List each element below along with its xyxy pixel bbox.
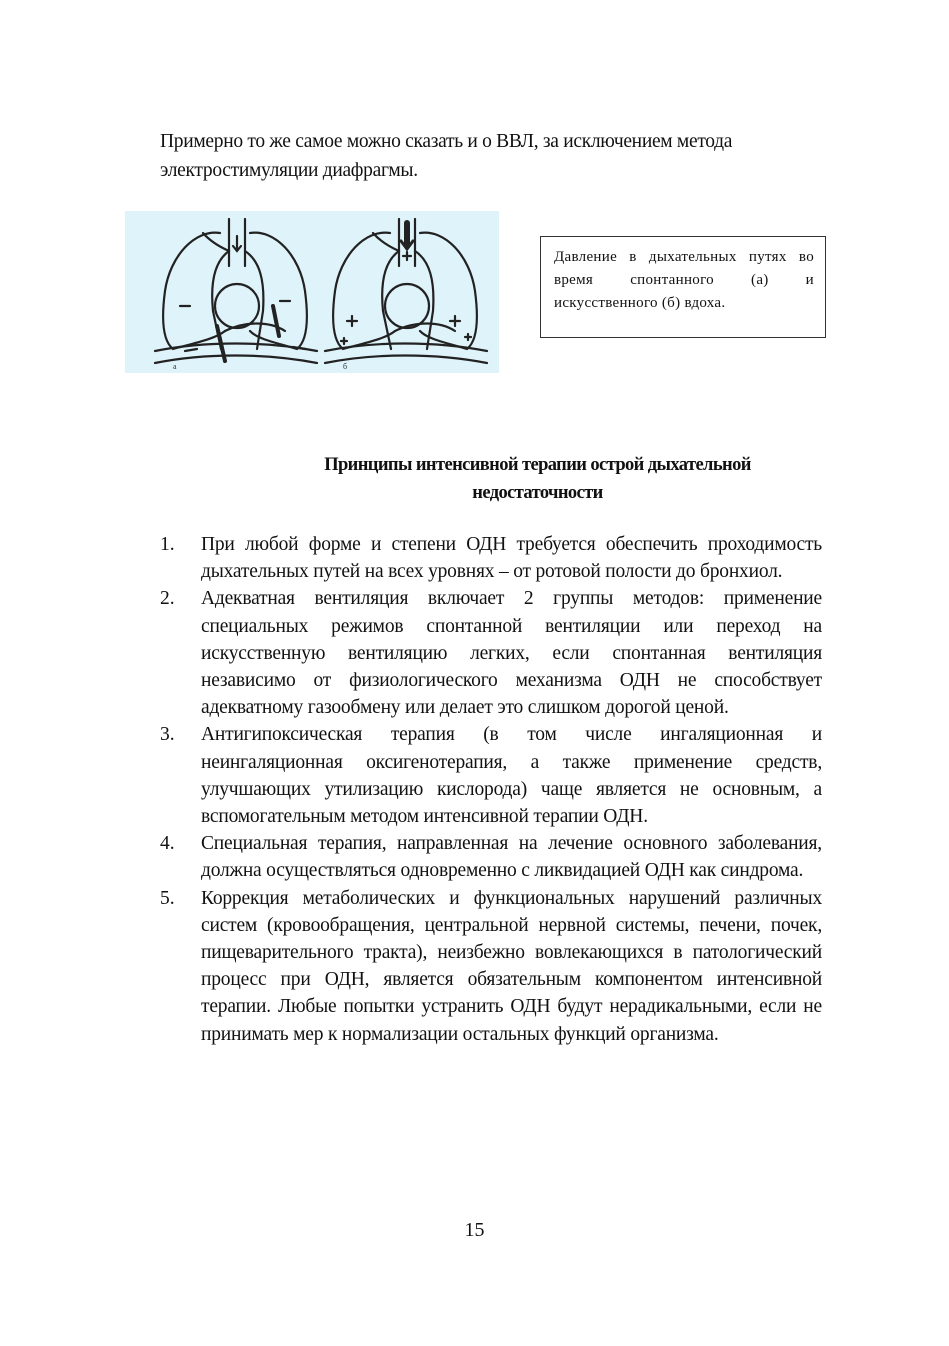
lungs-diagram-a (155, 219, 317, 363)
lungs-pressure-diagram-icon (125, 211, 499, 373)
list-item-number: 2. (160, 588, 175, 610)
list-item (160, 830, 822, 884)
list-item-text: Коррекция метаболических и функциональных нарушений различных систем (кровообращения, центральной нервной системы, печени, почек, пищеварительного тракта), неизбежно вовлекающихся в патологический процесс при ОДН, является обязательным компонентом интенсивной терапии. Любые попытки устранить ОДН будут нерадикальными, если не принимать мер к нормализации остальных функций организма. (201, 887, 822, 1045)
page-number: 15 (464, 1219, 485, 1241)
list-item-text: Специальная терапия, направленная на лечение основного заболевания, должна осуществляться одновременно с ликвидацией ОДН как синдрома. (201, 833, 822, 882)
lungs-pressure-figure (125, 211, 499, 373)
list-item-number: 1. (160, 534, 175, 555)
heading-line-2: недостаточности (472, 483, 603, 503)
figure-caption: Давление в дыхательных путях во время спонтанного (а) и искусственного (б) вдоха. (540, 236, 826, 338)
section-heading (260, 451, 815, 507)
list-item-text: Антигипоксическая терапия (в том числе ингаляционная и неингаляционная оксигенотерапия, а также применение средств, улучшающих утилизацию кислорода) чаще является не основным, а вспомогательным методом интенсивной терапии ОДН. (201, 724, 822, 828)
list-item-text: Адекватная вентиляция включает 2 группы методов: применение специальных режимов спонтанной вентиляции или переход на искусственную вентиляцию легких, если спонтанная вентиляция независимо от физиологического механизма ОДН не способствует адекватному газообмену или делает это слишком дорогой ценой. (201, 588, 822, 719)
intro-line-1: Примерно то же самое можно сказать и о ВВЛ, за исключением метода (160, 131, 733, 152)
intro-paragraph (160, 127, 825, 185)
list-item-number: 4. (160, 833, 175, 855)
list-item (160, 721, 822, 830)
list-item (160, 585, 822, 721)
lungs-diagram-b (325, 219, 487, 363)
list-item-number: 5. (160, 887, 175, 909)
figure-label-b: б (343, 362, 348, 371)
list-item (160, 885, 822, 1048)
figure-label-a: а (173, 362, 177, 371)
list-item-number: 3. (160, 724, 175, 746)
principles-list (160, 531, 822, 1048)
heading-line-1: Принципы интенсивной терапии острой дыхательной (324, 455, 751, 475)
list-item (160, 531, 822, 585)
list-item-text: При любой форме и степени ОДН требуется обеспечить проходимость дыхательных путей на всех уровнях – от ротовой полости до бронхиол. (201, 534, 822, 583)
intro-line-2: электростимуляции диафрагмы. (160, 160, 418, 181)
